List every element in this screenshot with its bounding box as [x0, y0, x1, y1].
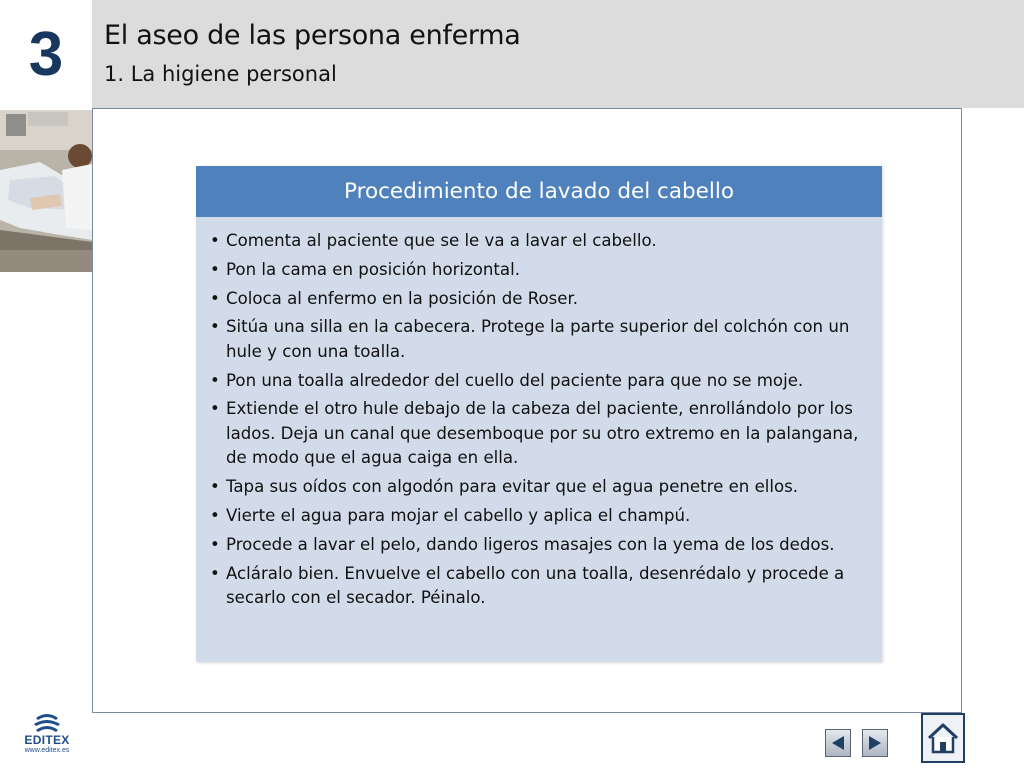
editex-logo[interactable]	[14, 712, 80, 762]
list-item: • Coloca al enfermo en la posición de Roser.	[208, 287, 870, 312]
logo-name: EDITEX	[24, 733, 70, 747]
card-title: Procedimiento de lavado del cabello	[196, 166, 882, 217]
home-button[interactable]	[921, 713, 965, 763]
next-slide-button[interactable]	[862, 729, 888, 757]
list-item: • Pon la cama en posición horizontal.	[208, 258, 870, 283]
list-item: • Comenta al paciente que se le va a lavar el cabello.	[208, 229, 870, 254]
list-item: • Pon una toalla alrededor del cuello del paciente para que no se moje.	[208, 369, 870, 394]
procedure-list	[196, 217, 882, 611]
list-item: • Procede a lavar el pelo, dando ligeros masajes con la yema de los dedos.	[208, 533, 870, 558]
list-item: • Vierte el agua para mojar el cabello y aplica el champú.	[208, 504, 870, 529]
list-item: • Tapa sus oídos con algodón para evitar que el agua penetre en ellos.	[208, 475, 870, 500]
logo-url: www.editex.es	[24, 747, 70, 754]
triangle-right-icon	[866, 734, 884, 752]
unit-number: 3	[0, 0, 92, 108]
list-item: • Sitúa una silla en la cabecera. Protege la parte superior del colchón con un hule y con una toalla.	[208, 315, 870, 364]
nursing-photo	[0, 110, 92, 272]
header-band	[92, 0, 1024, 108]
triangle-left-icon	[829, 734, 847, 752]
page-title: El aseo de las persona enferma	[104, 20, 521, 51]
page-subtitle: 1. La higiene personal	[104, 62, 337, 86]
list-item: • Acláralo bien. Envuelve el cabello con una toalla, desenrédalo y procede a secarlo con el secador. Péinalo.	[208, 562, 870, 611]
house-icon	[925, 720, 961, 756]
list-item: • Extiende el otro hule debajo de la cabeza del paciente, enrollándolo por los lados. Deja un canal que desemboque por su otro extremo en la palangana, de modo que el agua caiga en ella.	[208, 397, 870, 471]
previous-slide-button[interactable]	[825, 729, 851, 757]
procedure-card	[196, 166, 882, 662]
editex-logo-icon	[32, 712, 62, 732]
